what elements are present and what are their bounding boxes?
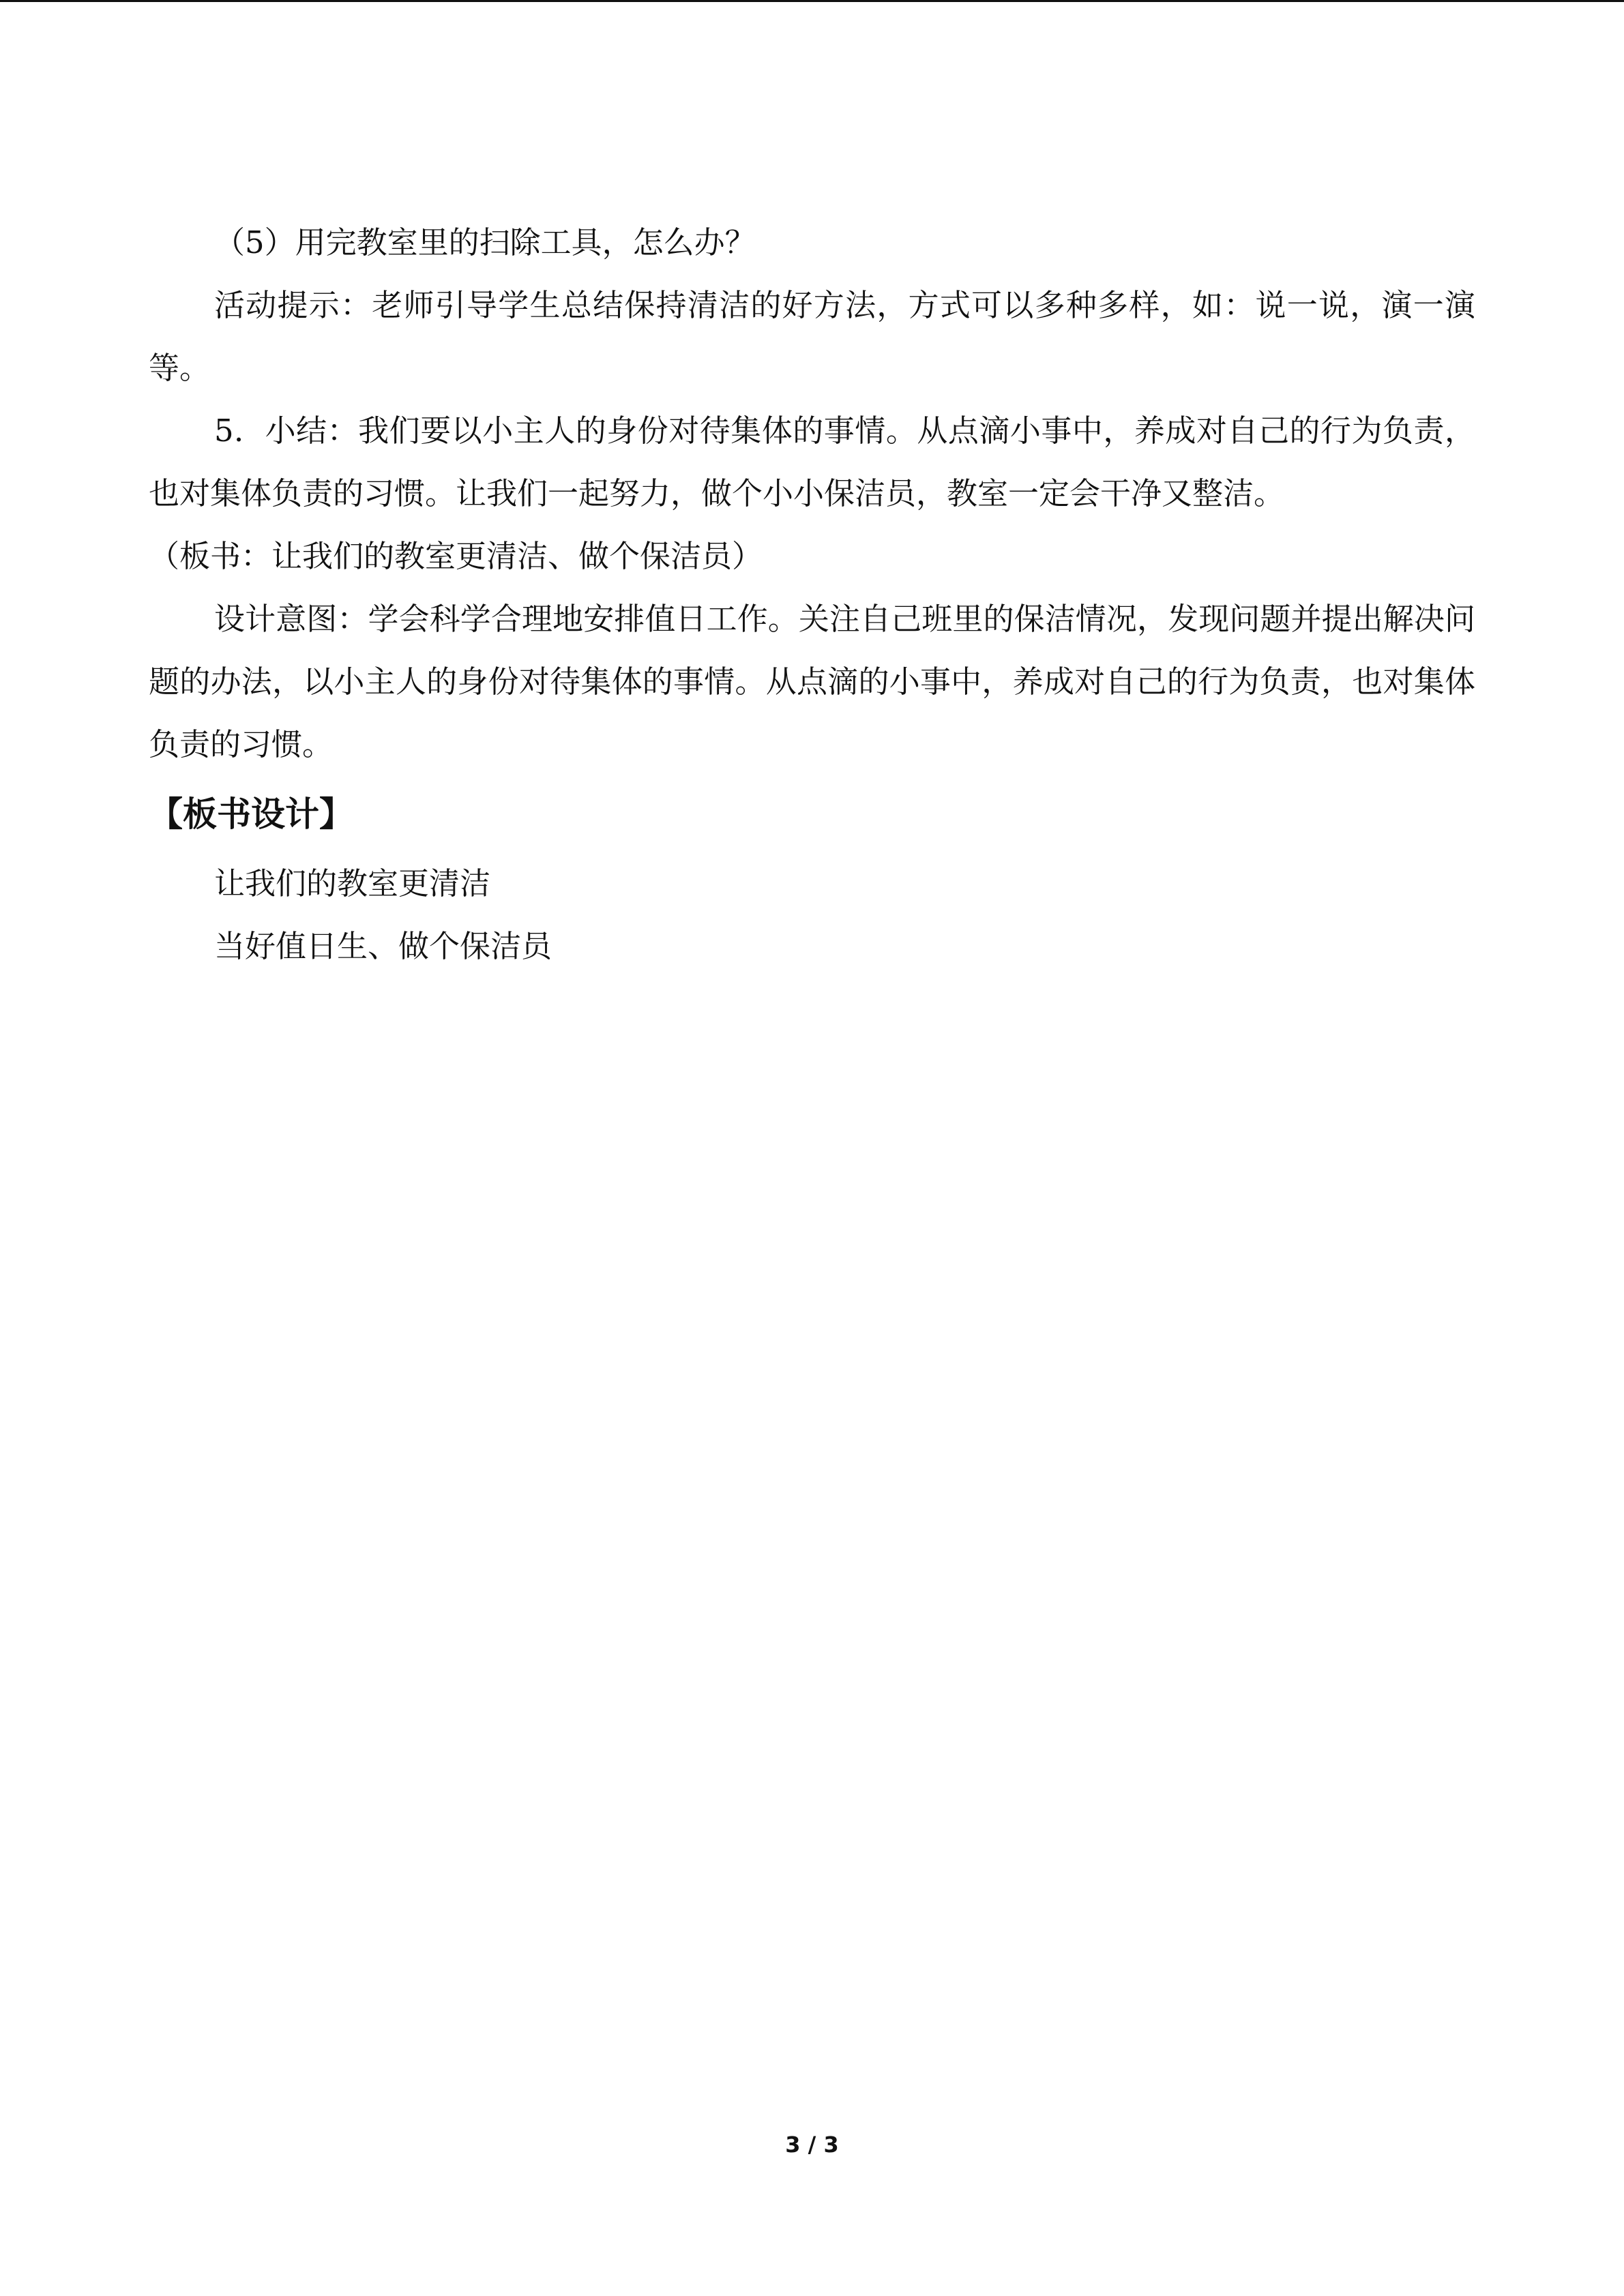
page-number: 3 / 3 [785, 2132, 839, 2158]
section-heading-board-design: 【板书设计】 [149, 794, 353, 834]
paragraph-board-note: （板书：让我们的教室更清洁、做个保洁员） [149, 538, 763, 574]
paragraph-question-5: （5）用完教室里的扫除工具，怎么办？ [214, 224, 756, 260]
paragraph-activity-tip: 活动提示：老师引导学生总结保持清洁的好方法，方式可以多种多样，如：说一说，演一演等。 [149, 287, 1475, 386]
document-body [149, 211, 1475, 978]
paragraph-design-intent: 设计意图：学会科学合理地安排值日工作。关注自己班里的保洁情况，发现问题并提出解决问题的办法，以小主人的身份对待集体的事情。从点滴的小事中，养成对自己的行为负责，也对集体负责的习惯。 [149, 601, 1475, 762]
paragraph-summary: 5．小结：我们要以小主人的身份对待集体的事情。从点滴小事中，养成对自己的行为负责，也对集体负责的习惯。让我们一起努力，做个小小保洁员，教室一定会干净又整洁。 [149, 413, 1475, 511]
board-line-1: 让我们的教室更清洁 [214, 865, 491, 901]
top-border-line [0, 0, 1624, 2]
board-line-2: 当好值日生、做个保洁员 [214, 928, 552, 964]
